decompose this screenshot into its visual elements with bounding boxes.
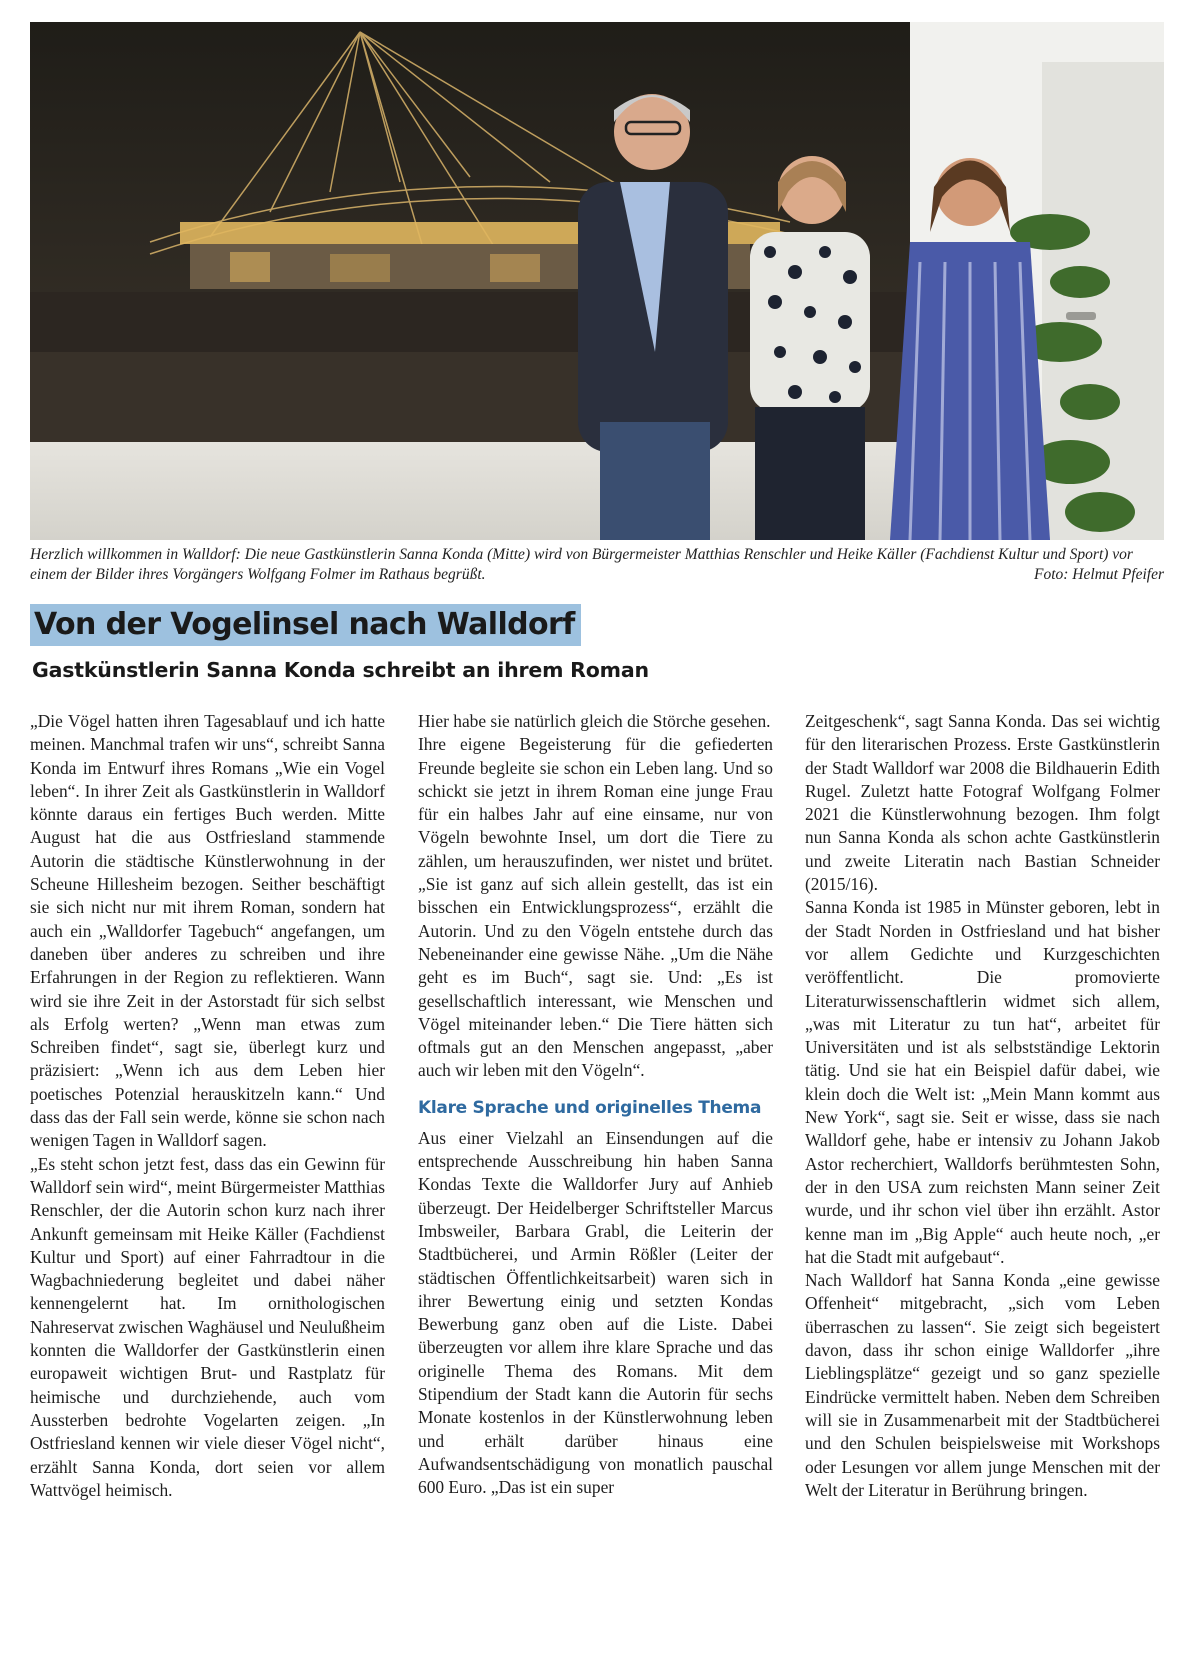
paragraph: Ihre eigene Begeisterung für die gefiederten Freunde begleite sie schon ein Leben lang. Und so schickt sie jetzt in ihrem Roman eine junge Frau für ein halbes Jahr auf eine einsame, nur von Vögeln bewohnte Insel, um dort die Tiere zu zählen, um herauszufinden, wer nistet und brütet. „Sie ist ganz auf sich allein gestellt, das ist ein bisschen ein Entwicklungsprozess“, erzählt die Autorin. Und zu den Vögeln entstehe durch das Nebeneinander eine gewisse Nähe. „Um die Nähe geht es im Buch“, sagt sie. Und: „Es ist gesellschaftlich interessant, wie Menschen und Vögel miteinander leben.“ Die Tiere hätten sich oftmals gut an den Menschen angepasst, „aber auch wir leben mit den Vögeln“.	[418, 734, 773, 1081]
photo-caption	[30, 545, 1164, 585]
subheadline: Gastkünstlerin Sanna Konda schreibt an ihrem Roman	[32, 658, 649, 682]
caption-text: Herzlich willkommen in Walldorf: Die neue Gastkünstlerin Sanna Konda (Mitte) wird von Bürgermeister Matthias Renschler und Heike Käller (Fachdienst Kultur und Sport) vor einem der Bilder ihres Vorgängers Wolfgang Folmer im Rathaus begrüßt.	[30, 546, 1133, 583]
paragraph: „Es steht schon jetzt fest, dass das ein Gewinn für Walldorf sein wird“, meint Bürgermeister Matthias Renschler, der die Autorin schon kurz nach ihrer Ankunft gemeinsam mit Heike Käller (Fachdienst Kultur und Sport) auf einer Fahrradtour in die Wagbachniederung begleitet und dabei näher kennengelernt hat. Im ornithologischen Nahreservat zwischen Waghäusel und Neulußheim konnten die Walldorfer der Gastkünstlerin einen europaweit wichtigen Brut- und Rastplatz für heimische und durchziehende, auch vom Aussterben bedrohte Vogelarten zeigen. „In Ostfriesland kennen wir viele dieser Vögel nicht“, erzählt Sanna Konda, dort seien vor allem Wattvögel heimisch.	[30, 1153, 385, 1500]
photo-credit: Foto: Helmut Pfeifer	[1034, 566, 1164, 583]
paragraph: Aus einer Vielzahl an Einsendungen auf die entsprechende Ausschreibung hin haben Sanna Kondas Texte die Walldorfer Jury auf Anhieb überzeugt. Der Heidelberger Schriftsteller Marcus Imbsweiler, Barbara Grabl, die Leiterin der Stadtbücherei, und Armin Rößler (Leiter der städtischen Öffentlichkeitsarbeit) waren sich in ihrer Bewertung einig und setzten Kondas Bewerbung ganz oben auf die Liste. Dabei überzeugten vor allem ihre klare Sprache und das originelle Thema des Romans. Mit dem Stipendium der Stadt kann die Autorin für sechs Monate kostenlos in der Künstlerwohnung leben und erhält darüber hinaus eine Aufwandsentschädigung von monatlich pauschal 600 Euro. „Das ist ein super	[418, 1127, 773, 1498]
paragraph: Nach Walldorf hat Sanna Konda „eine gewisse Offenheit“ mitgebracht, „sich vom Leben überraschen zu lassen“. Sie zeigt sich begeistert davon, dass ihr schon einige Walldorfer „ihre Lieblingsplätze“ gezeigt und so ganz spezielle Eindrücke vermittelt haben. Neben dem Schreiben will sie in Zusammenarbeit mit der Stadtbücherei und den Schulen beispielsweise mit Workshops oder Lesungen vor allem junge Menschen mit der Welt der Literatur in Berührung bringen.	[805, 1270, 1160, 1500]
photo-illustration	[30, 22, 1164, 540]
article-column-3	[805, 710, 1160, 1502]
section-heading: Klare Sprache und originelles Thema	[418, 1097, 762, 1118]
paragraph: Hier habe sie natürlich gleich die Störche gesehen.	[418, 711, 771, 731]
article-photo	[30, 22, 1164, 540]
headline: Von der Vogelinsel nach Walldorf	[30, 604, 581, 646]
article-column-1	[30, 710, 385, 1502]
paragraph: Zeitgeschenk“, sagt Sanna Konda. Das sei wichtig für den literarischen Prozess. Erste Gastkünstlerin der Stadt Walldorf war 2008 die Bildhauerin Edith Rugel. Zuletzt hatte Fotograf Wolfgang Folmer 2021 die Künstlerwohnung bezogen. Ihm folgt nun Sanna Konda als schon achte Gastkünstlerin und zweite Literatin nach Bastian Schneider (2015/16).	[805, 711, 1160, 895]
article-column-2	[418, 710, 773, 1500]
paragraph: „Die Vögel hatten ihren Tagesablauf und ich hatte meinen. Manchmal trafen wir uns“, schreibt Sanna Konda im Entwurf ihres Romans „Wie ein Vogel leben“. In ihrer Zeit als Gastkünstlerin in Walldorf könnte daraus ein fertiges Buch werden. Mitte August hat die aus Ostfriesland stammende Autorin die städtische Künstlerwohnung in der Scheune Hillesheim bezogen. Seither beschäftigt sie sich nicht nur mit ihrem Roman, sondern hat auch ein „Walldorfer Tagebuch“ angefangen, um daneben über anderes zu schreiben und ihre Erfahrungen in der Region zu reflektieren. Wann wird sie ihre Zeit in der Astorstadt für sich selbst als Erfolg werten? „Wenn man etwas zum Schreiben findet“, sagt sie, überlegt kurz und präzisiert: „Wenn ich aus dem Leben hier poetisches Potenzial herauskitzeln kann.“ Und dass das der Fall sein werde, könne sie schon nach wenigen Tagen in Walldorf sagen.	[30, 711, 385, 1151]
paragraph: Sanna Konda ist 1985 in Münster geboren, lebt in der Stadt Norden in Ostfriesland und hat bisher vor allem Gedichte und Kurzgeschichten veröffentlicht. Die promovierte Literaturwissenschaftlerin widmet sich allem, „was mit Literatur zu tun hat“, arbeitet für Universitäten und ist als selbstständige Lektorin tätig. Und sie hat ein Beispiel dafür dabei, wie klein doch die Welt ist: „Mein Mann kommt aus New York“, sagt sie. Seit er wisse, dass sie nach Walldorf gehe, habe er intensiv zu Johann Jakob Astor recherchiert, Walldorfs berühmtesten Sohn, der in den USA zum reichsten Mann seiner Zeit wurde, und ihr schon viel über ihn erzählt. Astor kenne man im „Big Apple“ auch heute noch, „er hat die Stadt mit aufgebaut“.	[805, 897, 1160, 1267]
